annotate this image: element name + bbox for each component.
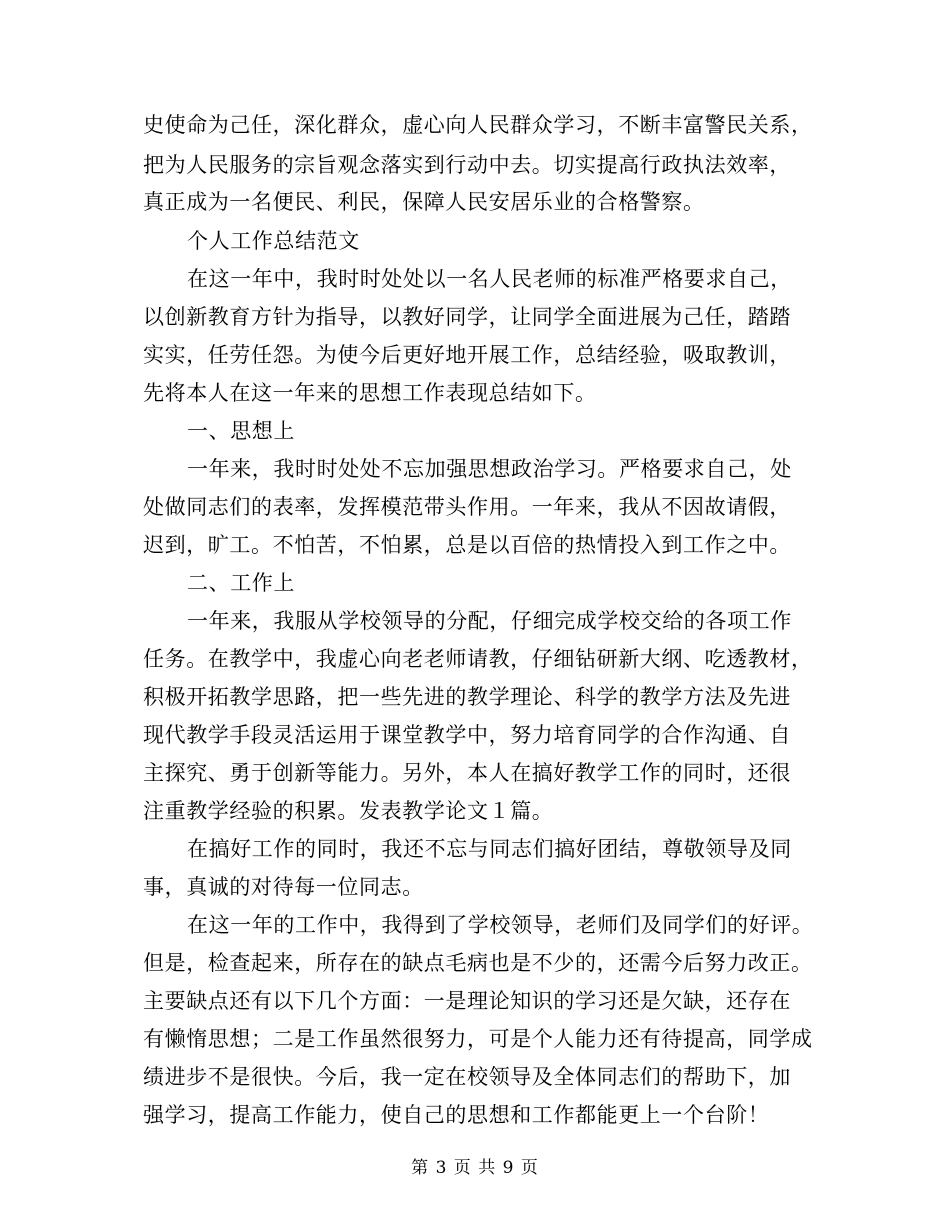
body-line: 主要缺点还有以下几个方面：一是理论知识的学习还是欠缺，还存在 <box>143 989 791 1013</box>
body-line: 注重教学经验的积累。发表教学论文１篇。 <box>143 799 554 823</box>
section-heading: 二、工作上 <box>187 571 295 595</box>
paragraph-first-line: 在搞好工作的同时，我还不忘与同志们搞好团结，尊敬领导及同 <box>187 837 792 861</box>
body-line: 以创新教育方针为指导，以教好同学，让同学全面进展为己任，踏踏 <box>143 305 791 329</box>
body-line: 有懒惰思想；二是工作虽然很努力，可是个人能力还有待提高，同学成 <box>143 1027 813 1051</box>
page-number: 第 3 页 共 9 页 <box>411 1158 539 1178</box>
body-line: 事，真诚的对待每一位同志。 <box>143 875 424 899</box>
body-line: 绩进步不是很快。今后，我一定在校领导及全体同志们的帮助下，加 <box>143 1065 791 1089</box>
body-line: 积极开拓教学思路，把一些先进的教学理论、科学的教学方法及先进 <box>143 685 791 709</box>
section-title: 个人工作总结范文 <box>187 229 360 253</box>
body-line: 强学习，提高工作能力，使自己的思想和工作都能更上一个台阶！ <box>143 1103 770 1127</box>
body-line: 但是，检查起来，所存在的缺点毛病也是不少的，还需今后努力改正。 <box>143 951 813 975</box>
body-line: 迟到，旷工。不怕苦，不怕累，总是以百倍的热情投入到工作之中。 <box>143 533 791 557</box>
body-line: 真正成为一名便民、利民，保障人民安居乐业的合格警察。 <box>143 190 705 214</box>
paragraph-first-line: 在这一年中，我时时处处以一名人民老师的标准严格要求自己， <box>187 267 792 291</box>
paragraph-first-line: 一年来，我时时处处不忘加强思想政治学习。严格要求自己，处 <box>187 457 792 481</box>
paragraph-first-line: 一年来，我服从学校领导的分配，仔细完成学校交给的各项工作 <box>187 609 792 633</box>
section-heading: 一、思想上 <box>187 419 295 443</box>
body-line: 主探究、勇于创新等能力。另外，本人在搞好教学工作的同时，还很 <box>143 761 791 785</box>
paragraph-first-line: 在这一年的工作中，我得到了学校领导，老师们及同学们的好评。 <box>187 913 814 937</box>
body-line: 现代教学手段灵活运用于课堂教学中，努力培育同学的合作沟通、自 <box>143 723 791 747</box>
body-line: 处做同志们的表率，发挥模范带头作用。一年来，我从不因故请假， <box>143 495 791 519</box>
body-line: 史使命为己任，深化群众，虚心向人民群众学习，不断丰富警民关系， <box>143 113 813 137</box>
body-line: 实实，任劳任怨。为使今后更好地开展工作，总结经验，吸取教训， <box>143 343 791 367</box>
body-line: 先将本人在这一年来的思想工作表现总结如下。 <box>143 381 597 405</box>
body-line: 把为人民服务的宗旨观念落实到行动中去。切实提高行政执法效率， <box>143 153 791 177</box>
body-line: 任务。在教学中，我虚心向老老师请教，仔细钻研新大纲、吃透教材， <box>143 647 813 671</box>
